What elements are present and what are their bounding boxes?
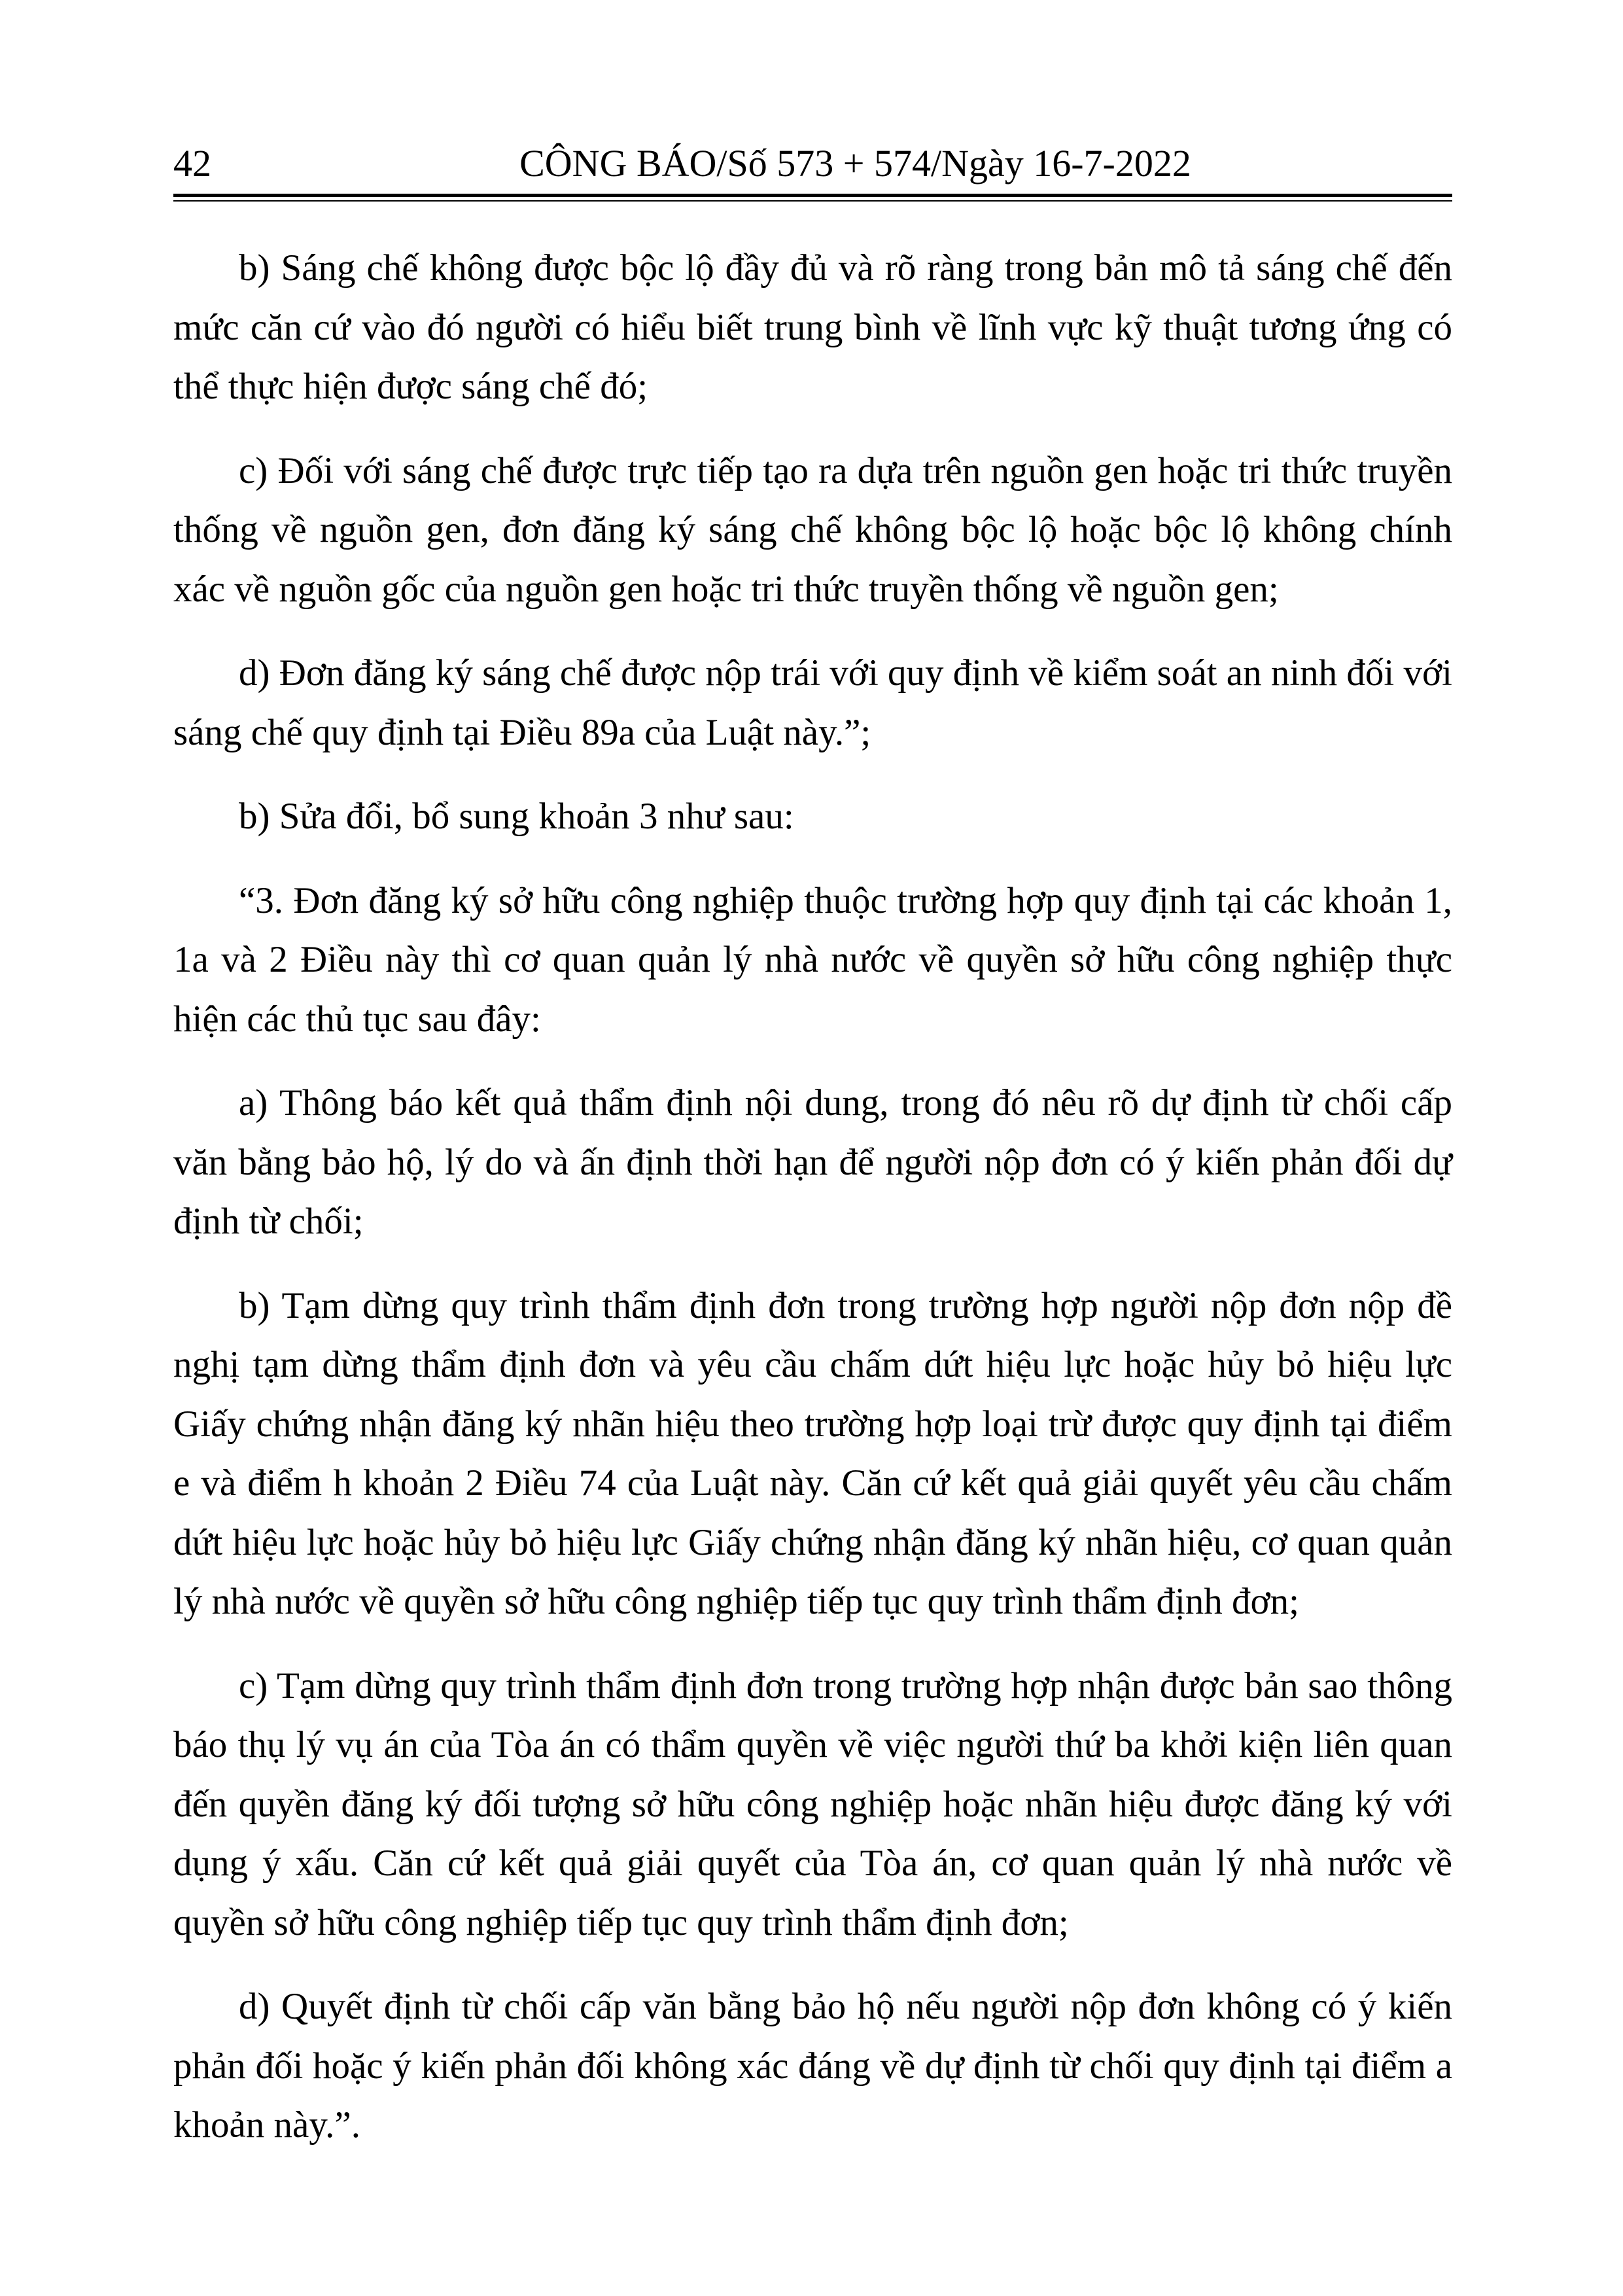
paragraph-point-a-notification: a) Thông báo kết quả thẩm định nội dung, trong đó nêu rõ dự định từ chối cấp văn bằng bảo hộ, lý do và ấn định thời hạn để người nộp đơn có ý kiến phản đối dự định từ chối; <box>173 1082 1452 1242</box>
paragraph-point-b-disclosure: b) Sáng chế không được bộc lộ đầy đủ và rõ ràng trong bản mô tả sáng chế đến mức căn cứ vào đó người có hiểu biết trung bình về lĩnh vực kỹ thuật tương ứng có thể thực hiện được sáng chế đó; <box>173 247 1452 407</box>
paragraph-point-d-refusal: d) Quyết định từ chối cấp văn bằng bảo hộ nếu người nộp đơn không có ý kiến phản đối hoặc ý kiến phản đối không xác đáng về dự định từ chối quy định tại điểm a khoản này.”. <box>173 1986 1452 2146</box>
page-header <box>173 137 1452 190</box>
document-body <box>173 239 1452 2180</box>
paragraph-point-c-genetic-resources: c) Đối với sáng chế được trực tiếp tạo ra dựa trên nguồn gen hoặc tri thức truyền thống về nguồn gen, đơn đăng ký sáng chế không bộc lộ hoặc bộc lộ không chính xác về nguồn gốc của nguồn gen hoặc tri thức truyền thống về nguồn gen; <box>173 450 1452 610</box>
header-rule-thick <box>173 194 1452 197</box>
paragraph-amend-clause-3: b) Sửa đổi, bổ sung khoản 3 như sau: <box>239 796 794 837</box>
paragraph-clause-3: “3. Đơn đăng ký sở hữu công nghiệp thuộc trường hợp quy định tại các khoản 1, 1a và 2 Điều này thì cơ quan quản lý nhà nước về quyền sở hữu công nghiệp thực hiện các thủ tục sau đây: <box>173 879 1452 1040</box>
paragraph-point-c-court-suspension: c) Tạm dừng quy trình thẩm định đơn trong trường hợp nhận được bản sao thông báo thụ lý vụ án của Tòa án có thẩm quyền về việc người thứ ba khởi kiện liên quan đến quyền đăng ký đối tượng sở hữu công nghiệp hoặc nhãn hiệu được đăng ký với dụng ý xấu. Căn cứ kết quả giải quyết của Tòa án, cơ quan quản lý nhà nước về quyền sở hữu công nghiệp tiếp tục quy trình thẩm định đơn; <box>173 1665 1452 1943</box>
gazette-title: CÔNG BÁO/Số 573 + 574/Ngày 16-7-2022 <box>519 142 1191 185</box>
paragraph-point-d-security-control: d) Đơn đăng ký sáng chế được nộp trái với quy định về kiểm soát an ninh đối với sáng chế quy định tại Điều 89a của Luật này.”; <box>173 652 1452 753</box>
header-rule-thin <box>173 200 1452 202</box>
page-number: 42 <box>173 142 211 185</box>
paragraph-point-b-suspension: b) Tạm dừng quy trình thẩm định đơn trong trường hợp người nộp đơn nộp đề nghị tạm dừng thẩm định đơn và yêu cầu chấm dứt hiệu lực hoặc hủy bỏ hiệu lực Giấy chứng nhận đăng ký nhãn hiệu theo trường hợp loại trừ được quy định tại điểm e và điểm h khoản 2 Điều 74 của Luật này. Căn cứ kết quả giải quyết yêu cầu chấm dứt hiệu lực hoặc hủy bỏ hiệu lực Giấy chứng nhận đăng ký nhãn hiệu, cơ quan quản lý nhà nước về quyền sở hữu công nghiệp tiếp tục quy trình thẩm định đơn; <box>173 1284 1452 1622</box>
